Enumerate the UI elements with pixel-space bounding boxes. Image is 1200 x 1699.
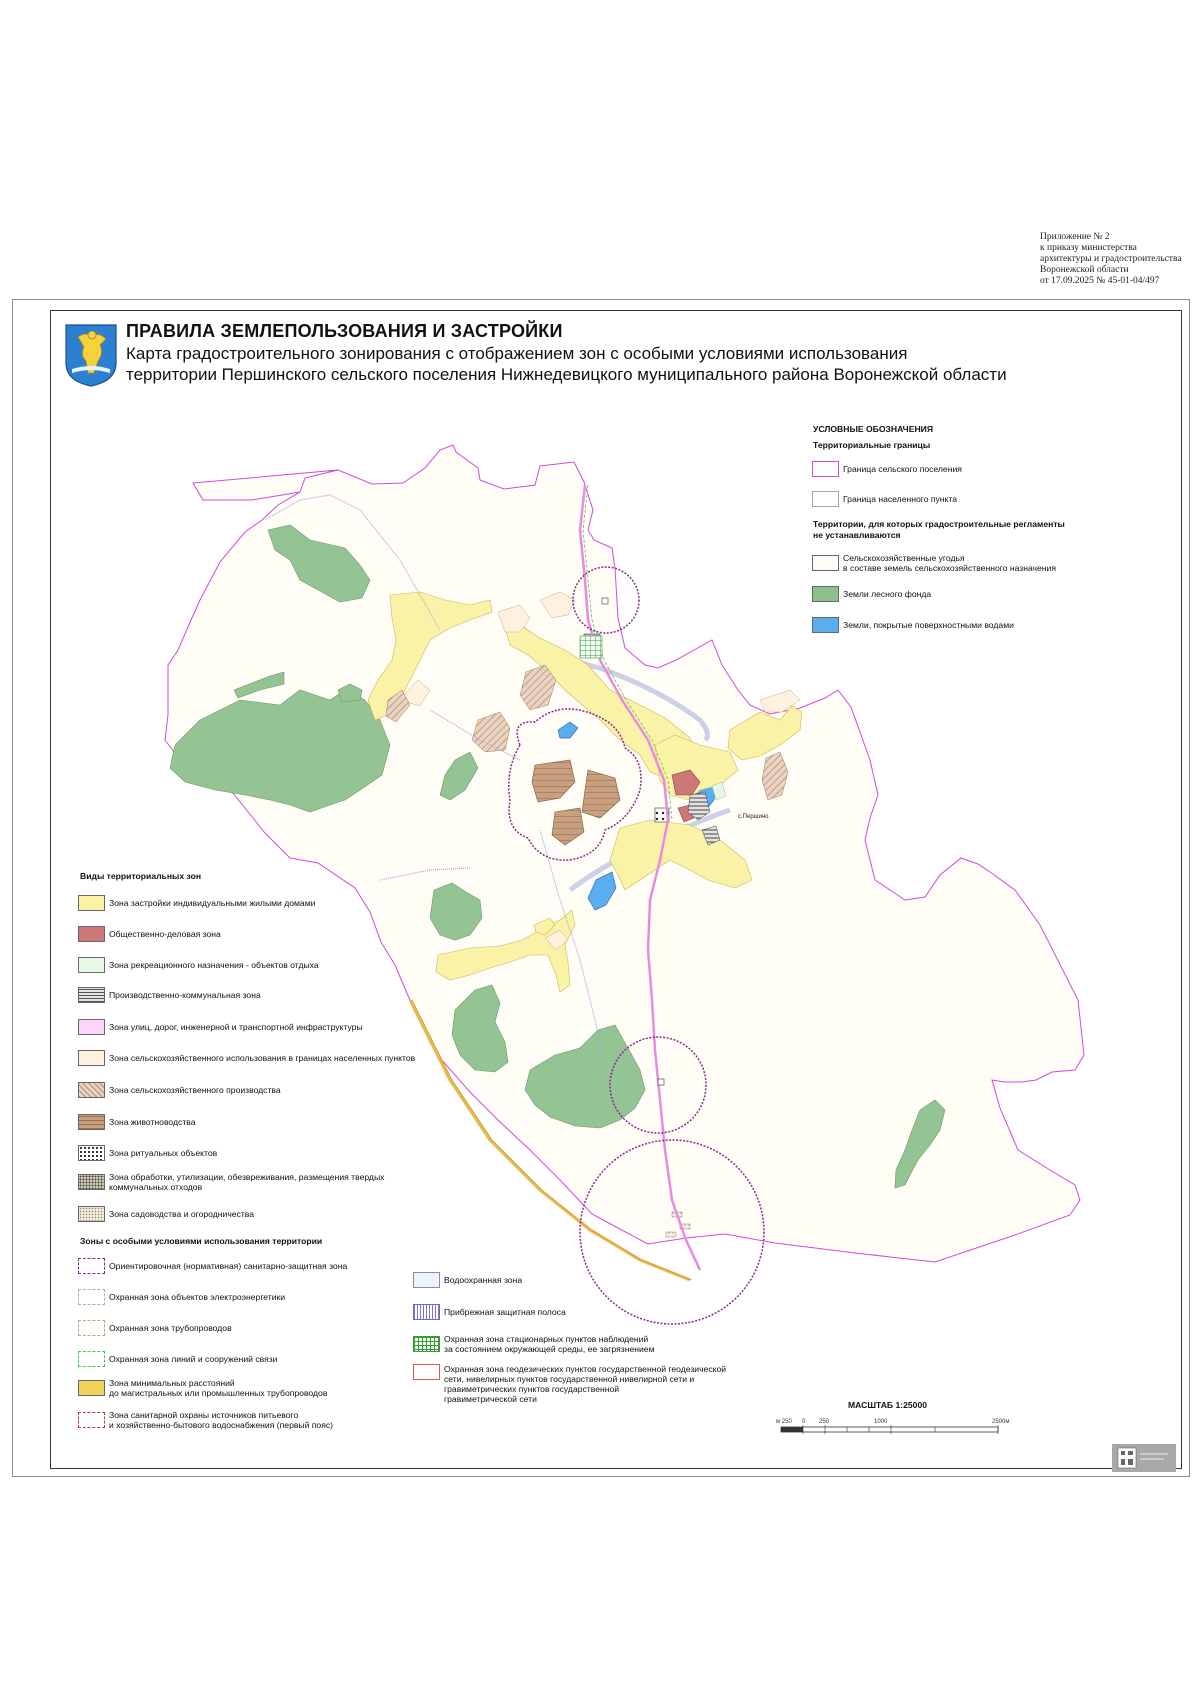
legend-swatch — [413, 1272, 440, 1288]
appendix-line-3: архитектуры и градостроительства — [1040, 254, 1182, 264]
legend-heading: УСЛОВНЫЕ ОБОЗНАЧЕНИЯ — [813, 424, 934, 434]
legend-label: Зона сельскохозяйственного производства — [109, 1085, 281, 1095]
legend-item-settlement-boundary — [812, 491, 957, 507]
legend-swatch — [78, 1289, 105, 1305]
legend-item-water-protection — [413, 1272, 522, 1288]
legend-label: в составе земель сельскохозяйственного назначения — [843, 563, 1057, 573]
legend-item-ritual — [78, 1145, 217, 1161]
legend-label: сети, нивелирных пунктов государственной нивелирной сети и — [444, 1374, 695, 1384]
legend-swatch — [78, 1082, 105, 1098]
qr-stamp-icon — [1112, 1444, 1176, 1472]
legend-item-sanitary — [78, 1258, 347, 1274]
page-subtitle-line-1: Карта градостроительного зонирования с отображением зон с особыми условиями использования — [126, 344, 908, 363]
legend-label: Зона улиц, дорог, инженерной и транспортной инфраструктуры — [109, 1022, 363, 1032]
appendix-line-2: к приказу министерства — [1040, 243, 1137, 253]
legend-swatch — [78, 1145, 105, 1161]
legend-swatch — [413, 1364, 440, 1380]
legend-label: Прибрежная защитная полоса — [444, 1307, 566, 1317]
legend-item-production — [78, 987, 261, 1003]
legend-item-rural-boundary — [812, 461, 962, 477]
page-title: ПРАВИЛА ЗЕМЛЕПОЛЬЗОВАНИЯ И ЗАСТРОЙКИ — [126, 321, 563, 341]
legend-label: Общественно-деловая зона — [109, 929, 221, 939]
legend-item-water-source — [78, 1410, 333, 1430]
unregulated-heading-2: не устанавливаются — [813, 530, 901, 540]
scale-tick-label: 2500м — [992, 1419, 1010, 1425]
legend-label: Земли, покрытые поверхностными водами — [843, 620, 1014, 630]
legend-swatch — [413, 1336, 440, 1352]
legend-item-roads — [78, 1019, 363, 1035]
scale-tick-label: 1000 — [874, 1419, 888, 1425]
legend-swatch — [78, 1320, 105, 1336]
legend-swatch — [78, 1174, 105, 1190]
legend-swatch — [78, 1380, 105, 1396]
legend-item-recreation — [78, 957, 319, 973]
legend-item-communication — [78, 1351, 277, 1367]
legend-label: до магистральных или промышленных трубопроводов — [109, 1388, 328, 1398]
legend-swatch — [78, 926, 105, 942]
legend-item-public-business — [78, 926, 221, 942]
page-subtitle-line-2: территории Першинского сельского поселения Нижнедевицкого муниципального района Воронежской области — [126, 365, 1007, 384]
legend-label: за состоянием окружающей среды, ее загрязнением — [444, 1344, 655, 1354]
legend-swatch — [78, 1114, 105, 1130]
special-heading: Зоны с особыми условиями использования территории — [80, 1236, 323, 1246]
legend-item-livestock — [78, 1114, 196, 1130]
legend-swatch — [78, 1019, 105, 1035]
legend-label: Водоохранная зона — [444, 1275, 523, 1285]
scale-bar — [780, 1425, 1005, 1435]
legend-label: Зона животноводства — [109, 1117, 196, 1127]
legend-label: Зона рекреационного назначения - объектов отдыха — [109, 960, 319, 970]
legend-label: Зона застройки индивидуальными жилыми домами — [109, 898, 316, 908]
legend-swatch — [812, 617, 839, 633]
legend-swatch — [78, 1258, 105, 1274]
legend-item-water — [812, 617, 1014, 633]
legend-label: и хозяйственно-бытового водоснабжения (первый пояс) — [109, 1420, 334, 1430]
legend-label: Охранная зона стационарных пунктов наблюдений — [444, 1334, 649, 1344]
legend-item-agri-settlement — [78, 1050, 415, 1066]
legend-item-pipelines — [78, 1320, 232, 1336]
legend-swatch — [812, 586, 839, 602]
legend-label: Граница сельского поселения — [843, 464, 962, 474]
legend-swatch — [78, 987, 105, 1003]
legend-item-waste — [78, 1172, 384, 1192]
legend-label: Зона санитарной охраны источников питьевого — [109, 1410, 299, 1420]
legend-swatch — [812, 491, 839, 507]
legend-item-agri-production — [78, 1082, 281, 1098]
legend-label: коммунальных отходов — [109, 1182, 203, 1192]
legend-item-monitoring — [413, 1334, 654, 1354]
scale-tick-label: 0 — [802, 1419, 806, 1425]
appendix-line-1: Приложение № 2 — [1040, 232, 1110, 242]
legend-swatch — [78, 957, 105, 973]
legend-swatch — [78, 1412, 105, 1428]
legend-label: Зона обработки, утилизации, обезвреживания, размещения твердых — [109, 1172, 385, 1182]
zones-heading: Виды территориальных зон — [80, 871, 202, 881]
legend-label: Зона минимальных расстояний — [109, 1378, 235, 1388]
legend-label: Зона ритуальных объектов — [109, 1148, 218, 1158]
legend-swatch — [812, 555, 839, 571]
legend-label: гравиметрических пунктов государственной — [444, 1384, 620, 1394]
legend-label: гравиметрической сети — [444, 1394, 537, 1404]
unregulated-heading-1: Территории, для которых градостроительные регламенты — [813, 519, 1065, 529]
legend-label: Сельскохозяйственные угодья — [843, 553, 965, 563]
legend-label: Ориентировочная (нормативная) санитарно-защитная зона — [109, 1261, 348, 1271]
legend-swatch — [78, 1351, 105, 1367]
legend-label: Земли лесного фонда — [843, 589, 932, 599]
legend-item-agricultural-land — [812, 553, 1056, 573]
legend-item-residential — [78, 895, 315, 911]
scale-title: МАСШТАБ 1:25000 — [848, 1400, 928, 1410]
legend-swatch — [413, 1304, 440, 1320]
legend-label: Граница населенного пункта — [843, 494, 958, 504]
legend-label: Охранная зона трубопроводов — [109, 1323, 232, 1333]
appendix-line-4: Воронежской области — [1040, 265, 1129, 275]
legend-item-geodetic — [413, 1364, 726, 1404]
legend-label: Охранная зона линий и сооружений связи — [109, 1354, 278, 1364]
legend-label: Зона сельскохозяйственного использования в границах населенных пунктов — [109, 1053, 416, 1063]
settlement-label: с.Першино — [738, 814, 769, 820]
legend-item-power — [78, 1289, 285, 1305]
legend-item-min-distance — [78, 1378, 327, 1398]
legend-swatch — [78, 1206, 105, 1222]
monitoring-post-zone — [580, 636, 602, 658]
legend-item-gardening — [78, 1206, 254, 1222]
legend-swatch — [78, 895, 105, 911]
scale-tick-label: м 250 — [776, 1419, 792, 1425]
legend-item-coastal-strip — [413, 1304, 566, 1320]
legend-label: Зона садоводства и огородничества — [109, 1209, 255, 1219]
legend-label: Производственно-коммунальная зона — [109, 990, 261, 1000]
stamp-block — [1112, 1444, 1176, 1472]
legend-label: Охранная зона геодезических пунктов государственной геодезической — [444, 1364, 727, 1374]
boundaries-heading: Территориальные границы — [813, 440, 931, 450]
legend-item-forest — [812, 586, 931, 602]
appendix-line-5: от 17.09.2025 № 45-01-04/497 — [1040, 276, 1160, 286]
scale-tick-label: 250 — [819, 1419, 830, 1425]
legend-swatch — [812, 461, 839, 477]
legend-swatch — [78, 1050, 105, 1066]
legend-label: Охранная зона объектов электроэнергетики — [109, 1292, 286, 1302]
